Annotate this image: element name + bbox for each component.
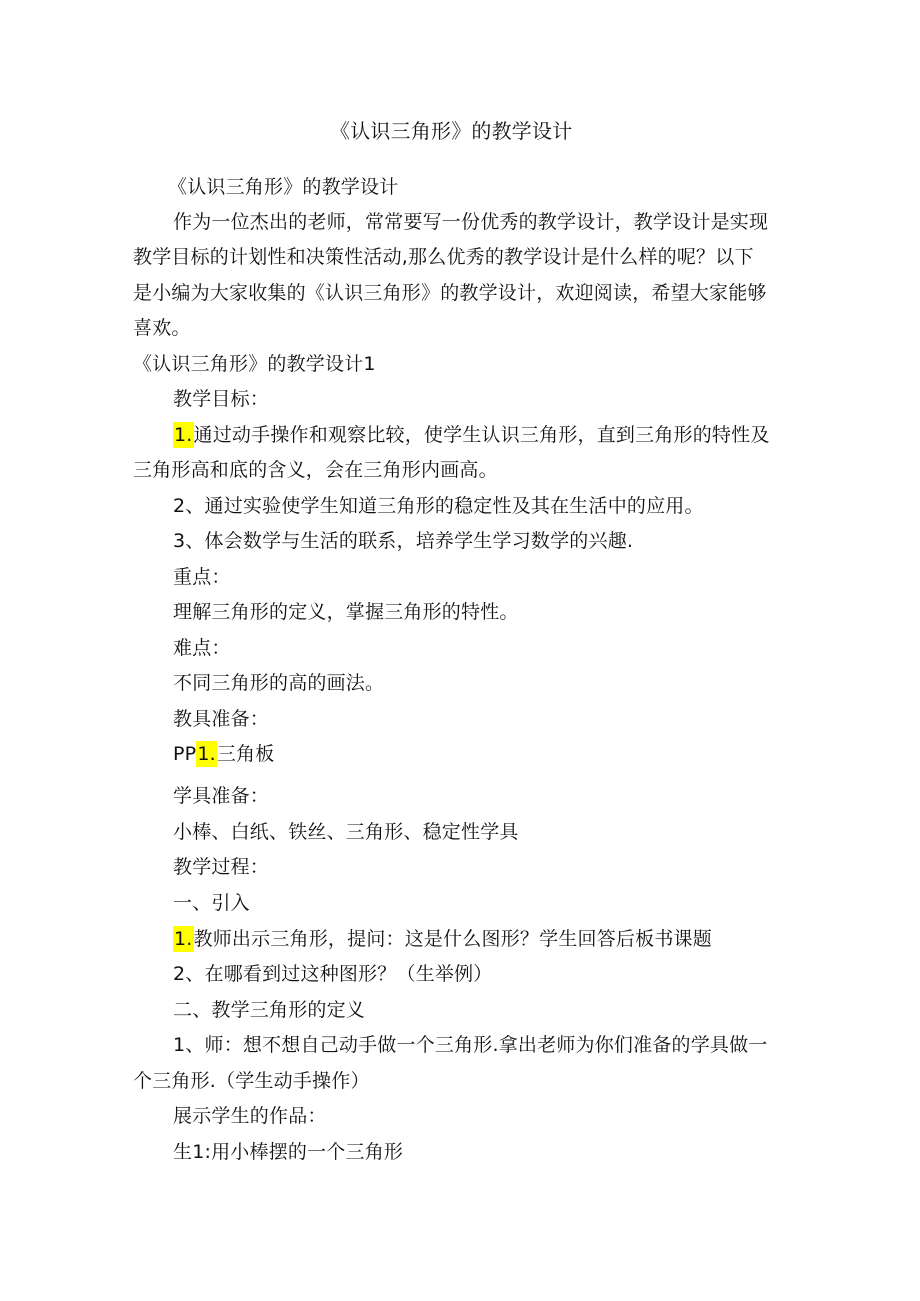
goal-2: 2、通过实验使学生知道三角形的稳定性及其在生活中的应用。 — [173, 495, 704, 517]
student-tools-text: 小棒、白纸、铁丝、三角形、稳定性学具 — [173, 821, 519, 843]
intro-line-1: 作为一位杰出的老师，常常要写一份优秀的教学设计，教学设计是实现 — [173, 211, 769, 233]
key-label: 重点： — [173, 566, 231, 588]
part-2-item-1-line-2: 个三角形.（学生动手操作） — [133, 1070, 370, 1092]
teacher-tools-rest: 三角板 — [216, 743, 275, 765]
intro-line-4: 喜欢。 — [133, 317, 191, 339]
process-label: 教学过程： — [173, 856, 270, 878]
subtitle: 《认识三角形》的教学设计 — [168, 176, 399, 198]
part-1-item-1-text: 教师出示三角形，提问：这是什么图形？学生回答后板书课题 — [193, 928, 712, 950]
part-2-item-1-line-1: 1、师：想不想自己动手做一个三角形.拿出老师为你们准备的学具做一 — [173, 1034, 768, 1056]
part-1-item-1 — [173, 927, 712, 951]
document-title: 《认识三角形》的教学设计 — [330, 119, 573, 143]
teacher-tools-prefix: PP — [173, 743, 197, 765]
difficulty-text: 不同三角形的高的画法。 — [173, 672, 385, 694]
part-1-item-2: 2、在哪看到过这种图形？（生举例） — [173, 963, 493, 985]
goals-label: 教学目标： — [173, 388, 270, 410]
section-heading: 《认识三角形》的教学设计1 — [133, 353, 376, 375]
part-1-heading: 一、引入 — [173, 892, 250, 914]
highlight-marker: 1. — [197, 743, 216, 765]
student-tools-label: 学具准备： — [173, 785, 270, 807]
goal-1-line-2: 三角形高和底的含义，会在三角形内画高。 — [133, 459, 498, 481]
student-1-text: 生1:用小棒摆的一个三角形 — [173, 1141, 404, 1163]
highlight-marker: 1. — [174, 928, 193, 950]
goal-1-line-1 — [173, 423, 770, 447]
intro-line-3: 是小编为大家收集的《认识三角形》的教学设计，欢迎阅读，希望大家能够 — [133, 282, 767, 304]
highlight-marker: 1. — [174, 424, 193, 446]
goal-1-text: 通过动手操作和观察比较，使学生认识三角形，直到三角形的特性及 — [193, 424, 770, 446]
intro-line-2: 教学目标的计划性和决策性活动,那么优秀的教学设计是什么样的呢？以下 — [133, 246, 754, 268]
teacher-tools-line — [173, 742, 274, 766]
goal-3: 3、体会数学与生活的联系，培养学生学习数学的兴趣. — [173, 530, 634, 552]
difficulty-label: 难点： — [173, 637, 231, 659]
key-text: 理解三角形的定义，掌握三角形的特性。 — [173, 601, 519, 623]
show-works-label: 展示学生的作品： — [173, 1105, 327, 1127]
teacher-tools-label: 教具准备： — [173, 708, 270, 730]
part-2-heading: 二、教学三角形的定义 — [173, 999, 366, 1021]
